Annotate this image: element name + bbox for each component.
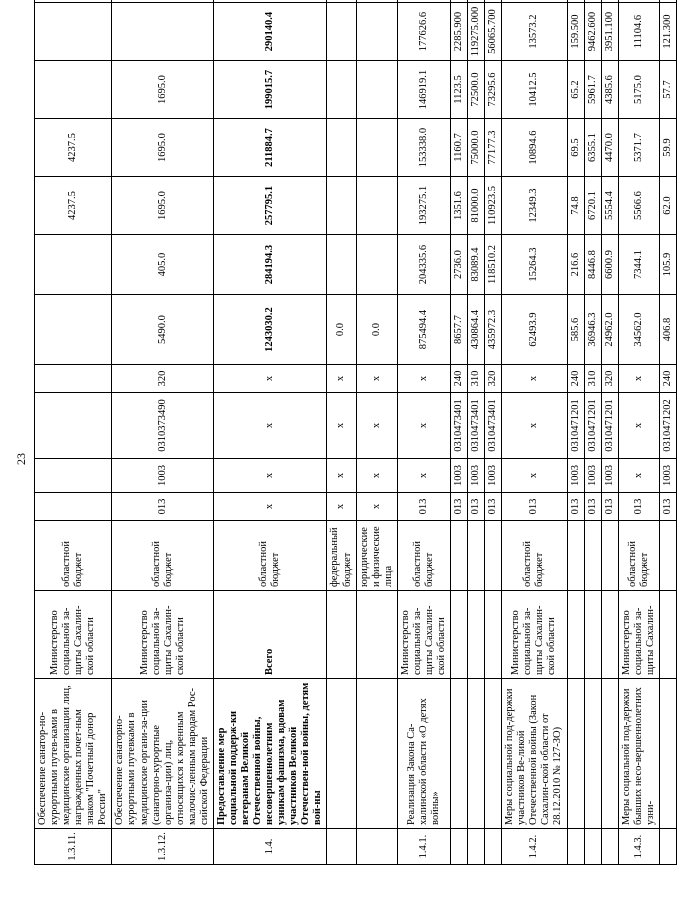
- cell-executor: Министерство социальной за-щиты Сахалин-ской области: [397, 591, 450, 679]
- cell-y2019: 9462.600: [584, 3, 601, 61]
- cell-y2016: 81000.0: [468, 177, 485, 235]
- cell-y2018: 72500.0: [468, 61, 485, 119]
- cell-name: [567, 679, 584, 829]
- cell-y2018: 1123.5: [451, 61, 468, 119]
- cell-name: Меры социальной под-держки участников Ве-ликой Отечественной войны (Закон Сахалин-ской области от 28.12.2010 № 127-ЗО): [502, 679, 567, 829]
- cell-csr: x: [356, 393, 397, 459]
- cell-rz: x: [502, 459, 567, 493]
- cell-rz: 1003: [485, 459, 502, 493]
- cell-rz: 1003: [601, 459, 618, 493]
- table-row: [659, 0, 676, 865]
- cell-num: [468, 829, 485, 865]
- cell-y2015: 405.0: [112, 235, 214, 295]
- cell-name: [356, 679, 397, 829]
- table-row: [468, 0, 485, 865]
- cell-executor: [356, 591, 397, 679]
- table-row: [356, 0, 397, 865]
- cell-y2017: 153338.0: [397, 119, 450, 177]
- cell-y2019: [112, 3, 214, 61]
- table-row: [485, 0, 502, 865]
- cell-y2015: 216.6: [567, 235, 584, 295]
- cell-y2020: [502, 0, 567, 3]
- cell-y2014: 585.6: [567, 295, 584, 365]
- cell-y2016: 74.8: [567, 177, 584, 235]
- cell-y2018: [356, 61, 397, 119]
- cell-y2015: 204335.6: [397, 235, 450, 295]
- cell-csr: 0310473401: [451, 393, 468, 459]
- cell-name: [485, 679, 502, 829]
- cell-y2019: 121.300: [659, 3, 676, 61]
- cell-csr: 0310473401: [485, 393, 502, 459]
- cell-y2014: 34562.0: [618, 295, 659, 365]
- cell-y2020: [468, 0, 485, 3]
- cell-csr: 0310471201: [584, 393, 601, 459]
- cell-vr: x: [397, 365, 450, 393]
- cell-y2017: 211884.7: [213, 119, 327, 177]
- cell-executor: [567, 591, 584, 679]
- cell-grbs: 013: [485, 493, 502, 521]
- cell-vr: 240: [567, 365, 584, 393]
- cell-y2020: [327, 0, 356, 3]
- cell-vr: 320: [601, 365, 618, 393]
- cell-y2014: 36946.3: [584, 295, 601, 365]
- cell-y2015: 8446.8: [584, 235, 601, 295]
- cell-num: [584, 829, 601, 865]
- cell-y2015: [356, 235, 397, 295]
- cell-csr: 0310473401: [468, 393, 485, 459]
- table-row: [502, 0, 567, 865]
- cell-num: 1.3.11.: [35, 829, 112, 865]
- cell-vr: 320: [112, 365, 214, 393]
- cell-y2014: [35, 295, 112, 365]
- table-row: [35, 0, 112, 865]
- cell-y2016: 1695.0: [112, 177, 214, 235]
- cell-y2019: 13573.2: [502, 3, 567, 61]
- cell-vr: 240: [659, 365, 676, 393]
- cell-source: [584, 521, 601, 591]
- cell-y2014: 0.0: [327, 295, 356, 365]
- cell-num: [567, 829, 584, 865]
- cell-csr: x: [618, 393, 659, 459]
- cell-name: [584, 679, 601, 829]
- cell-rz: 1003: [112, 459, 214, 493]
- cell-y2018: 5175.0: [618, 61, 659, 119]
- cell-y2019: 290140.4: [213, 3, 327, 61]
- cell-y2015: 15264.3: [502, 235, 567, 295]
- cell-y2019: 56065.700: [485, 3, 502, 61]
- table-row: [451, 0, 468, 865]
- cell-vr: x: [356, 365, 397, 393]
- cell-source: федеральный бюджет: [327, 521, 356, 591]
- cell-y2018: 1695.0: [112, 61, 214, 119]
- cell-name: [327, 679, 356, 829]
- cell-rz: x: [356, 459, 397, 493]
- cell-csr: x: [397, 393, 450, 459]
- cell-y2015: 105.9: [659, 235, 676, 295]
- cell-y2016: [356, 177, 397, 235]
- cell-y2014: 62493.9: [502, 295, 567, 365]
- cell-source: областной бюджет: [397, 521, 450, 591]
- cell-y2020: [397, 0, 450, 3]
- cell-name: [468, 679, 485, 829]
- cell-name: Обеспечение санаторно-курортными путевками в медицинские органи-за-ции (санаторно-курортные организа-ции) лиц, относящихся к коренным малочис-ленным народам Рос-сийской Федерации: [112, 679, 214, 829]
- cell-grbs: x: [327, 493, 356, 521]
- cell-y2018: 146919.1: [397, 61, 450, 119]
- cell-y2016: 5566.6: [618, 177, 659, 235]
- cell-vr: x: [502, 365, 567, 393]
- cell-y2014: 5490.0: [112, 295, 214, 365]
- cell-y2019: 2285.900: [451, 3, 468, 61]
- cell-y2020: [601, 0, 618, 3]
- cell-y2016: 5554.4: [601, 177, 618, 235]
- cell-rz: [35, 459, 112, 493]
- cell-y2014: 0.0: [356, 295, 397, 365]
- cell-y2020: [213, 0, 327, 3]
- cell-grbs: x: [356, 493, 397, 521]
- cell-grbs: x: [213, 493, 327, 521]
- cell-y2018: 65.2: [567, 61, 584, 119]
- cell-y2015: 2736.0: [451, 235, 468, 295]
- cell-executor: [601, 591, 618, 679]
- cell-num: 1.4.1.: [397, 829, 450, 865]
- cell-source: [601, 521, 618, 591]
- cell-y2014: 8657.7: [451, 295, 468, 365]
- cell-num: 1.4.3.: [618, 829, 659, 865]
- cell-rz: x: [618, 459, 659, 493]
- cell-y2019: [327, 3, 356, 61]
- cell-y2015: 284194.3: [213, 235, 327, 295]
- cell-name: [601, 679, 618, 829]
- cell-source: [659, 521, 676, 591]
- table-row: [112, 0, 214, 865]
- cell-y2019: 177626.6: [397, 3, 450, 61]
- cell-rz: x: [327, 459, 356, 493]
- cell-y2017: 75000.0: [468, 119, 485, 177]
- cell-source: [468, 521, 485, 591]
- cell-y2015: [327, 235, 356, 295]
- cell-rz: x: [397, 459, 450, 493]
- cell-y2015: 7344.1: [618, 235, 659, 295]
- table-row: [397, 0, 450, 865]
- cell-y2017: 69.5: [567, 119, 584, 177]
- cell-vr: 240: [451, 365, 468, 393]
- cell-y2019: 119275.000: [468, 3, 485, 61]
- cell-y2016: 12349.3: [502, 177, 567, 235]
- cell-source: областной бюджет: [112, 521, 214, 591]
- cell-csr: 0310471202: [659, 393, 676, 459]
- cell-num: 1.3.12.: [112, 829, 214, 865]
- cell-num: [659, 829, 676, 865]
- table-row: [213, 0, 327, 865]
- cell-csr: x: [213, 393, 327, 459]
- cell-y2016: 257795.1: [213, 177, 327, 235]
- cell-executor: Министерство социальной за-щиты Сахалин-: [618, 591, 659, 679]
- table-row: [327, 0, 356, 865]
- cell-name: [659, 679, 676, 829]
- cell-y2018: [35, 61, 112, 119]
- cell-grbs: 013: [567, 493, 584, 521]
- cell-source: областной бюджет: [502, 521, 567, 591]
- cell-num: 1.4.2.: [502, 829, 567, 865]
- cell-y2014: 435972.3: [485, 295, 502, 365]
- cell-executor: Министерство социальной за-щиты Сахалин-ской области: [35, 591, 112, 679]
- table-row: [584, 0, 601, 865]
- cell-y2018: 199015.7: [213, 61, 327, 119]
- cell-y2015: [35, 235, 112, 295]
- cell-grbs: 013: [397, 493, 450, 521]
- cell-y2018: 10412.5: [502, 61, 567, 119]
- cell-y2018: 4385.6: [601, 61, 618, 119]
- cell-rz: 1003: [659, 459, 676, 493]
- cell-y2018: [327, 61, 356, 119]
- cell-y2020: [659, 0, 676, 3]
- cell-y2014: 430864.4: [468, 295, 485, 365]
- cell-y2020: [584, 0, 601, 3]
- cell-y2017: 1160.7: [451, 119, 468, 177]
- cell-grbs: 013: [584, 493, 601, 521]
- cell-executor: [485, 591, 502, 679]
- cell-vr: 320: [485, 365, 502, 393]
- table-row: [601, 0, 618, 865]
- cell-executor: Всего: [213, 591, 327, 679]
- cell-y2018: 73295.6: [485, 61, 502, 119]
- cell-grbs: 013: [112, 493, 214, 521]
- cell-source: [485, 521, 502, 591]
- cell-y2014: 875494.4: [397, 295, 450, 365]
- cell-grbs: 013: [659, 493, 676, 521]
- cell-y2016: 1351.6: [451, 177, 468, 235]
- page-number: 23: [14, 453, 28, 465]
- cell-name: Предоставление мер социальной поддерж-ки ветеранам Великой Отечественной войны, несовершеннолетним узникам фашизма, вдовам участников Великой Отечествен-ной войны, детям вой-ны: [213, 679, 327, 829]
- cell-y2017: [327, 119, 356, 177]
- cell-y2017: 6355.1: [584, 119, 601, 177]
- cell-grbs: 013: [502, 493, 567, 521]
- cell-vr: x: [213, 365, 327, 393]
- cell-y2017: 4237.5: [35, 119, 112, 177]
- cell-y2016: 4237.5: [35, 177, 112, 235]
- cell-y2014: 1243030.2: [213, 295, 327, 365]
- cell-name: [451, 679, 468, 829]
- cell-y2016: 193275.1: [397, 177, 450, 235]
- cell-y2016: 6720.1: [584, 177, 601, 235]
- cell-y2019: 11104.6: [618, 3, 659, 61]
- cell-source: [567, 521, 584, 591]
- cell-rz: x: [213, 459, 327, 493]
- cell-y2017: 77177.3: [485, 119, 502, 177]
- cell-csr: 0310471201: [567, 393, 584, 459]
- cell-grbs: 013: [468, 493, 485, 521]
- cell-y2015: 6600.9: [601, 235, 618, 295]
- cell-name: Меры социальной под-держки бывших несо-вершеннолетних узни-: [618, 679, 659, 829]
- cell-executor: [468, 591, 485, 679]
- cell-rz: 1003: [567, 459, 584, 493]
- cell-executor: Министерство социальной за-щиты Сахалин-ской области: [112, 591, 214, 679]
- cell-y2015: 118510.2: [485, 235, 502, 295]
- cell-y2019: [356, 3, 397, 61]
- cell-y2017: 59.9: [659, 119, 676, 177]
- cell-num: [356, 829, 397, 865]
- cell-num: [485, 829, 502, 865]
- cell-rz: 1003: [451, 459, 468, 493]
- cell-y2014: 406.8: [659, 295, 676, 365]
- cell-y2018: 57.7: [659, 61, 676, 119]
- cell-vr: x: [618, 365, 659, 393]
- cell-y2020: [356, 0, 397, 3]
- cell-name: Реализация Закона Са-халинской области «О детях войны»: [397, 679, 450, 829]
- cell-y2016: 110923.5: [485, 177, 502, 235]
- cell-y2017: 5371.7: [618, 119, 659, 177]
- cell-y2015: 83089.4: [468, 235, 485, 295]
- cell-vr: [35, 365, 112, 393]
- cell-source: [451, 521, 468, 591]
- cell-y2019: 3951.100: [601, 3, 618, 61]
- cell-y2017: [356, 119, 397, 177]
- cell-source: областной бюджет: [213, 521, 327, 591]
- cell-y2017: 10894.6: [502, 119, 567, 177]
- cell-executor: [584, 591, 601, 679]
- cell-y2020: [567, 0, 584, 3]
- cell-y2016: 62.0: [659, 177, 676, 235]
- cell-y2016: [327, 177, 356, 235]
- cell-csr: [35, 393, 112, 459]
- cell-y2019: 159.500: [567, 3, 584, 61]
- cell-num: [601, 829, 618, 865]
- cell-csr: 0310373490: [112, 393, 214, 459]
- table-row: [618, 0, 659, 865]
- cell-rz: 1003: [468, 459, 485, 493]
- table-row: [567, 0, 584, 865]
- cell-y2019: [35, 3, 112, 61]
- cell-y2018: 5961.7: [584, 61, 601, 119]
- cell-source: областной бюджет: [35, 521, 112, 591]
- cell-y2017: 4470.0: [601, 119, 618, 177]
- cell-grbs: 013: [451, 493, 468, 521]
- cell-source: юридические и физические лица: [356, 521, 397, 591]
- cell-csr: 0310471201: [601, 393, 618, 459]
- cell-grbs: [35, 493, 112, 521]
- cell-source: областной бюджет: [618, 521, 659, 591]
- budget-table: [34, 0, 677, 865]
- cell-csr: x: [327, 393, 356, 459]
- cell-y2020: [451, 0, 468, 3]
- cell-num: 1.4.: [213, 829, 327, 865]
- cell-vr: 310: [584, 365, 601, 393]
- cell-executor: [659, 591, 676, 679]
- cell-grbs: 013: [618, 493, 659, 521]
- cell-vr: 310: [468, 365, 485, 393]
- cell-executor: [451, 591, 468, 679]
- cell-grbs: 013: [601, 493, 618, 521]
- cell-y2020: [35, 0, 112, 3]
- cell-csr: x: [502, 393, 567, 459]
- cell-y2020: [112, 0, 214, 3]
- cell-y2020: [618, 0, 659, 3]
- cell-name: Обеспечение санатор-но-курортными путев-ками в медицинские организации лиц, награжденных почет-ным знаком "Почетный донор России": [35, 679, 112, 829]
- cell-executor: Министерство социальной за-щиты Сахалин-ской области: [502, 591, 567, 679]
- cell-vr: x: [327, 365, 356, 393]
- cell-y2020: [485, 0, 502, 3]
- cell-executor: [327, 591, 356, 679]
- cell-num: [451, 829, 468, 865]
- cell-y2014: 24962.0: [601, 295, 618, 365]
- table-body: [35, 0, 677, 865]
- cell-y2017: 1695.0: [112, 119, 214, 177]
- cell-rz: 1003: [584, 459, 601, 493]
- cell-num: [327, 829, 356, 865]
